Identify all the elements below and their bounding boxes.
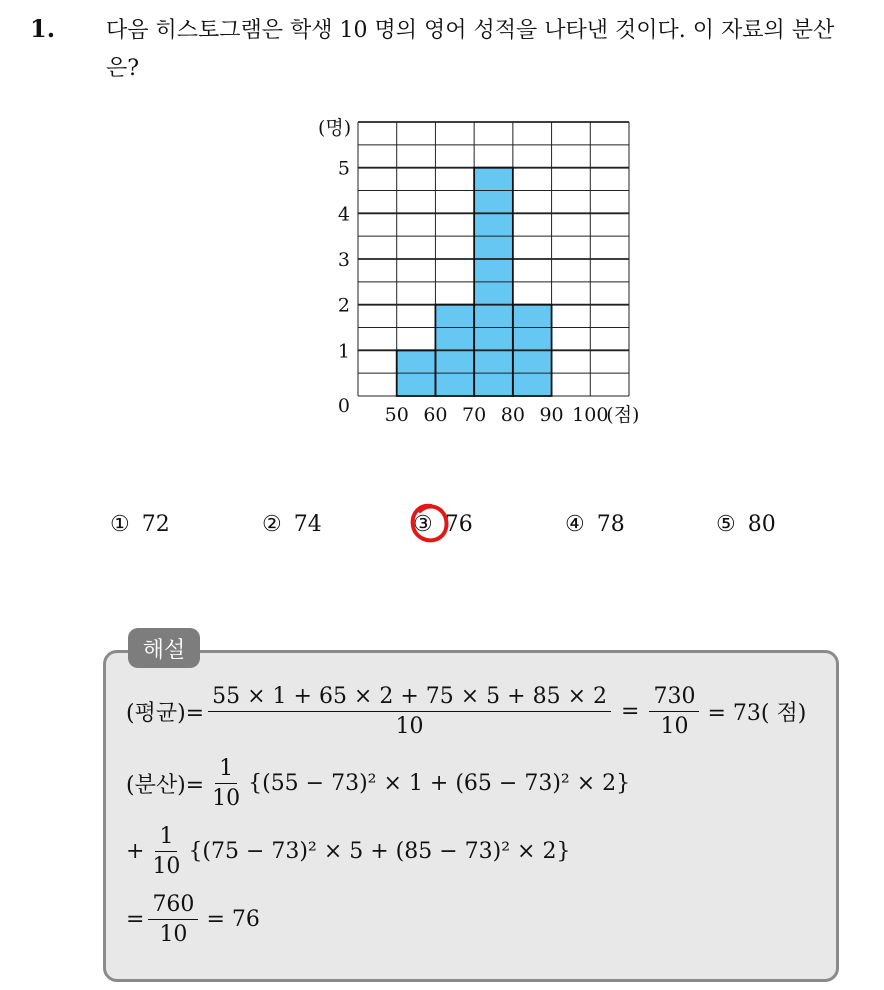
x-tick-label: 60 [423, 404, 448, 426]
y-tick-label: 4 [337, 203, 350, 226]
equals-start: = [126, 907, 145, 932]
choice-2-mark: ② [262, 512, 282, 537]
choice-1[interactable] [110, 512, 170, 537]
histogram-chart [0, 0, 884, 470]
variance-terms-1: {(55 − 73)² × 1 + (65 − 73)² × 2} [248, 771, 631, 796]
mean-fraction [208, 684, 611, 739]
mean-fraction-2 [649, 684, 699, 739]
fraction-one-2: 1 [155, 824, 177, 852]
variance-denominator: 10 [159, 922, 188, 947]
fraction-one: 1 [215, 756, 237, 784]
x-tick-label: 80 [500, 404, 525, 426]
question-number: 1. [30, 14, 56, 43]
choice-4-value: 78 [596, 512, 625, 537]
mean-label: (평균)= [126, 701, 205, 726]
origin-label: 0 [337, 395, 350, 417]
fraction-ten: 10 [212, 786, 241, 811]
selected-circle-icon [407, 500, 453, 548]
choice-4[interactable] [565, 512, 625, 537]
x-tick-label: 90 [539, 404, 564, 426]
variance-label: (분산)= [126, 773, 205, 798]
x-axis-unit: (점) [606, 404, 640, 426]
variance-result-line [126, 892, 260, 947]
variance-equation-line2 [126, 824, 570, 879]
choice-3[interactable] [413, 512, 473, 537]
fraction-ten-2: 10 [152, 854, 181, 879]
choice-2-value: 74 [293, 512, 322, 537]
x-tick-label: 70 [462, 404, 487, 426]
choice-3-value: 76 [444, 512, 473, 537]
variance-fraction [148, 892, 198, 947]
mean-equation [126, 684, 806, 739]
variance-terms-2: {(75 − 73)² × 5 + (85 − 73)² × 2} [188, 839, 571, 864]
mean-denominator-2: 10 [660, 714, 689, 739]
choice-5-mark: ⑤ [716, 512, 736, 537]
mean-result: = 73( 점) [707, 701, 807, 726]
one-tenth-fraction [208, 756, 244, 811]
choice-1-value: 72 [141, 512, 170, 537]
x-tick-label: 50 [384, 404, 409, 426]
y-axis-unit: (명) [318, 117, 352, 139]
mean-numerator-2: 730 [649, 684, 699, 712]
variance-equation-line1 [126, 756, 630, 811]
question-text: 다음 히스토그램은 학생 10 명의 영어 성적을 나타낸 것이다. 이 자료의 분산은? [106, 18, 835, 81]
mean-numerator: 55 × 1 + 65 × 2 + 75 × 5 + 85 × 2 [208, 684, 611, 712]
one-tenth-fraction-2 [148, 824, 184, 879]
choice-3-mark: ③ [413, 512, 433, 537]
y-tick-label: 1 [337, 340, 350, 363]
variance-result: = 76 [206, 907, 260, 932]
choice-5-value: 80 [747, 512, 776, 537]
explanation-tab: 해설 [128, 628, 200, 668]
choice-4-mark: ④ [565, 512, 585, 537]
y-tick-label: 3 [337, 249, 350, 271]
choice-5[interactable] [716, 512, 776, 537]
equals-sign: = [621, 699, 640, 724]
x-tick-label: 100 [572, 404, 609, 426]
answer-choices [0, 512, 884, 548]
choice-2[interactable] [262, 512, 322, 537]
y-tick-label: 2 [337, 294, 350, 317]
choice-1-mark: ① [110, 512, 130, 537]
variance-numerator: 760 [148, 892, 198, 920]
mean-denominator: 10 [395, 714, 424, 739]
plus-sign: + [126, 839, 145, 864]
y-tick-label: 5 [337, 157, 350, 180]
